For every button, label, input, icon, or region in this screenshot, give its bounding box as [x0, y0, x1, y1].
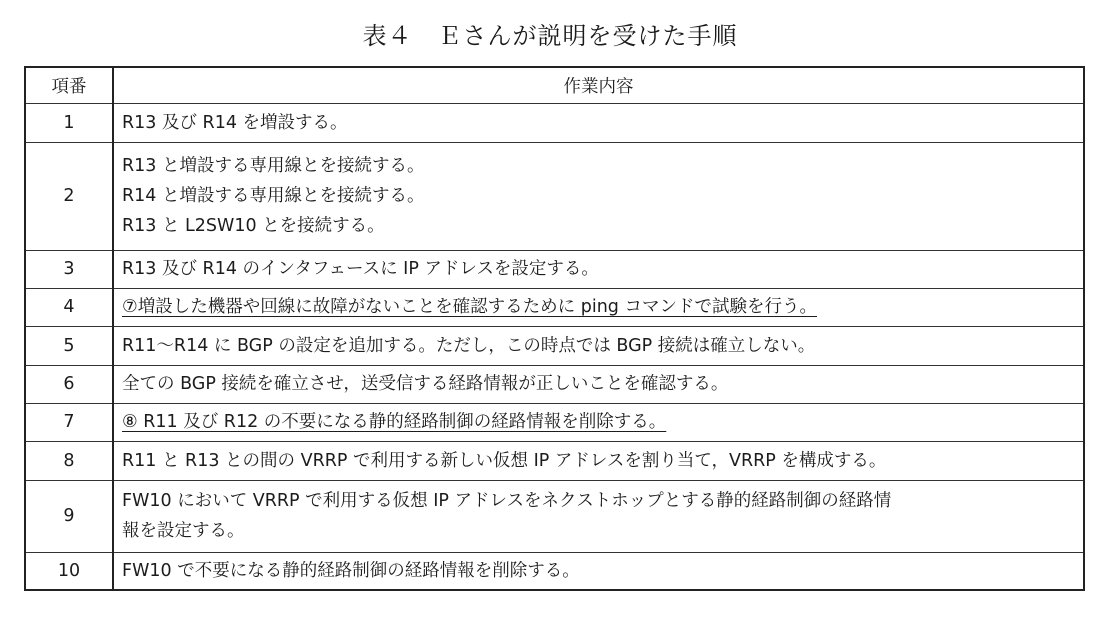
- underlined-text: ⑧ R11 及び R12 の不要になる静的経路制御の経路情報を削除する。: [122, 412, 667, 432]
- table-header-row: [25, 67, 1084, 103]
- step-work: [113, 403, 1084, 441]
- step-work: [113, 552, 1084, 590]
- step-work: [113, 288, 1084, 326]
- step-number: 1: [25, 103, 113, 142]
- procedure-table: [24, 66, 1085, 591]
- table-row: [25, 365, 1084, 403]
- step-work: [113, 441, 1084, 480]
- table-row: [25, 403, 1084, 441]
- underlined-text: ⑦増設した機器や回線に故障がないことを確認するために ping コマンドで試験を行う。: [122, 297, 817, 317]
- step-number: 8: [25, 441, 113, 480]
- step-work: [113, 250, 1084, 288]
- step-number: 6: [25, 365, 113, 403]
- table-row: [25, 250, 1084, 288]
- step-text: R11～R14 に BGP の設定を追加する。ただし，この時点では BGP 接続は確立しない。: [122, 335, 816, 356]
- step-work: [113, 142, 1084, 250]
- step-text-underlined: [122, 292, 1077, 322]
- step-number: 9: [25, 480, 113, 552]
- header-work: 作業内容: [113, 67, 1084, 103]
- step-text: R11 と R13 との間の VRRP で利用する新しい仮想 IP アドレスを割り当て，VRRP を構成する。: [122, 450, 887, 471]
- step-text-underlined: [122, 407, 1077, 437]
- step-text: 報を設定する。: [122, 521, 245, 541]
- step-work: [113, 103, 1084, 142]
- table-row: [25, 552, 1084, 590]
- table-row: [25, 480, 1084, 552]
- step-number: 2: [25, 142, 113, 250]
- table-row: [25, 326, 1084, 365]
- step-number: 5: [25, 326, 113, 365]
- step-text: R13 及び R14 を増設する。: [122, 112, 348, 133]
- header-number: 項番: [25, 67, 113, 103]
- step-text: FW10 で不要になる静的経路制御の経路情報を削除する。: [122, 560, 580, 581]
- step-text: R13 と L2SW10 とを接続する。: [122, 216, 385, 236]
- step-number: 7: [25, 403, 113, 441]
- table-caption: 表４ Ｅさんが説明を受けた手順: [362, 22, 738, 50]
- step-text: R13 及び R14 のインタフェースに IP アドレスを設定する。: [122, 259, 599, 279]
- table-row: [25, 288, 1084, 326]
- step-work: [113, 326, 1084, 365]
- step-text: R14 と増設する専用線とを接続する。: [122, 186, 425, 206]
- table-row: [25, 103, 1084, 142]
- table-row: [25, 142, 1084, 250]
- step-text: R13 と増設する専用線とを接続する。: [122, 156, 425, 176]
- step-text: 全ての BGP 接続を確立させ，送受信する経路情報が正しいことを確認する。: [122, 374, 729, 394]
- step-work: [113, 365, 1084, 403]
- step-text: FW10 において VRRP で利用する仮想 IP アドレスをネクストホップとする静的経路制御の経路情: [122, 491, 892, 511]
- table-row: [25, 441, 1084, 480]
- step-number: 3: [25, 250, 113, 288]
- step-number: 10: [25, 552, 113, 590]
- step-work: [113, 480, 1084, 552]
- step-number: 4: [25, 288, 113, 326]
